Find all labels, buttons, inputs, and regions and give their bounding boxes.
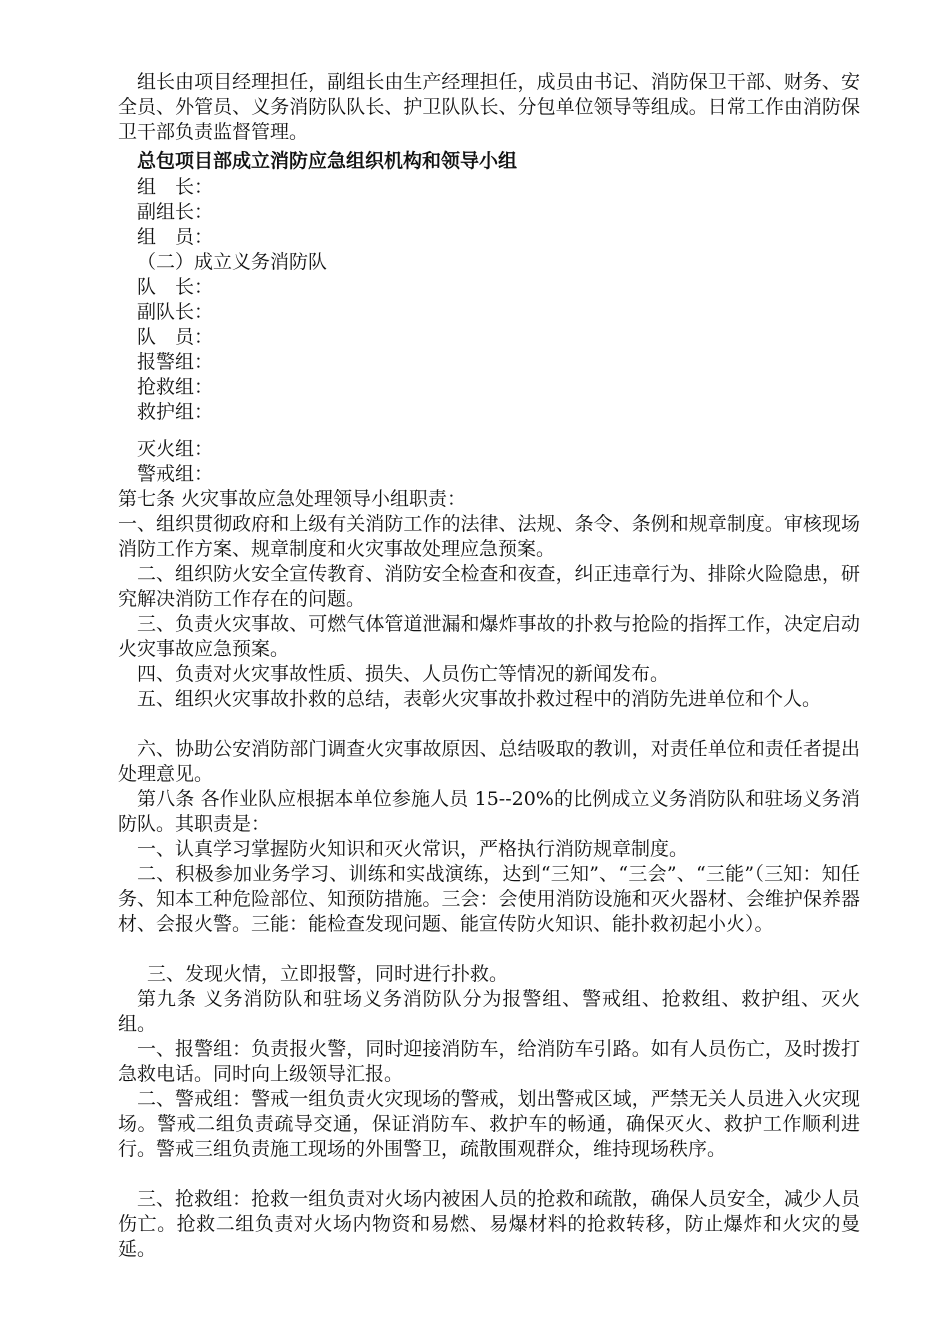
article-7-item-3: 三、负责火灾事故、可燃气体管道泄漏和爆炸事故的扑救与抢险的指挥工作，决定启动火灾事故应急预案。	[118, 613, 860, 660]
subheading-volunteer-team: （二）成立义务消防队	[137, 251, 328, 273]
article-8-item-3: 三、发现火情，立即报警，同时进行扑救。	[147, 963, 509, 985]
article-9-heading: 第九条 义务消防队和驻场义务消防队分为报警组、警戒组、抢救组、救护组、灭火组。	[118, 988, 860, 1035]
article-7-item-5: 五、组织火灾事故扑救的总结，表彰火灾事故扑救过程中的消防先进单位和个人。	[137, 688, 822, 710]
field-aid-group: 救护组：	[137, 401, 214, 423]
paragraph-organization: 组长由项目经理担任，副组长由生产经理担任，成员由书记、消防保卫干部、财务、安全员、外管员、义务消防队队长、护卫队队长、分包单位领导等组成。日常工作由消防保卫干部负责监督管理。	[118, 71, 860, 143]
article-8-item-1: 一、认真学习掌握防火知识和灭火常识，严格执行消防规章制度。	[137, 838, 689, 860]
article-7-item-4: 四、负责对火灾事故性质、损失、人员伤亡等情况的新闻发布。	[137, 663, 670, 685]
field-team-member: 队 员：	[137, 326, 214, 348]
article-7-item-6: 六、协助公安消防部门调查火灾事故原因、总结吸取的教训，对责任单位和责任者提出处理意见。	[118, 738, 860, 785]
article-7-heading: 第七条 火灾事故应急处理领导小组职责：	[118, 488, 467, 510]
section-heading: 总包项目部成立消防应急组织机构和领导小组	[137, 150, 518, 172]
article-8-item-2: 二、积极参加业务学习、训练和实战演练，达到“三知”、“三会”、“三能”（三知：知任务、知本工种危险部位、知预防措施。三会：会使用消防设施和灭火器材、会维护保养器材、会报火警。三能：能检查发现问题、能宣传防火知识、能扑救初起小火）。	[118, 863, 860, 935]
field-member: 组 员：	[137, 226, 214, 248]
article-7-item-1: 一、组织贯彻政府和上级有关消防工作的法律、法规、条令、条例和规章制度。审核现场消防工作方案、规章制度和火灾事故处理应急预案。	[118, 513, 860, 560]
field-rescue-group: 抢救组：	[137, 376, 214, 398]
field-fire-group: 灭火组：	[137, 438, 214, 460]
field-guard-group: 警戒组：	[137, 463, 214, 485]
article-9-item-1: 一、报警组：负责报火警，同时迎接消防车，给消防车引路。如有人员伤亡，及时拨打急救电话。同时向上级领导汇报。	[118, 1038, 860, 1085]
article-9-item-3: 三、抢救组：抢救一组负责对火场内被困人员的抢救和疏散，确保人员安全，减少人员伤亡。抢救二组负责对火场内物资和易燃、易爆材料的抢救转移，防止爆炸和火灾的曼延。	[118, 1188, 860, 1260]
field-alarm-group: 报警组：	[137, 351, 214, 373]
article-8-heading: 第八条 各作业队应根据本单位参施人员 15--20%的比例成立义务消防队和驻场义务消防队。其职责是：	[118, 788, 860, 835]
field-vice-captain: 副队长：	[137, 301, 214, 323]
article-9-item-2: 二、警戒组：警戒一组负责火灾现场的警戒，划出警戒区域，严禁无关人员进入火灾现场。警戒二组负责疏导交通，保证消防车、救护车的畅通，确保灭火、救护工作顺利进行。警戒三组负责施工现场的外围警卫，疏散围观群众，维持现场秩序。	[118, 1088, 860, 1160]
article-7-item-2: 二、组织防火安全宣传教育、消防安全检查和夜查，纠正违章行为、排除火险隐患，研究解决消防工作存在的问题。	[118, 563, 860, 610]
field-leader: 组 长：	[137, 176, 214, 198]
field-captain: 队 长：	[137, 276, 214, 298]
field-vice-leader: 副组长：	[137, 201, 214, 223]
